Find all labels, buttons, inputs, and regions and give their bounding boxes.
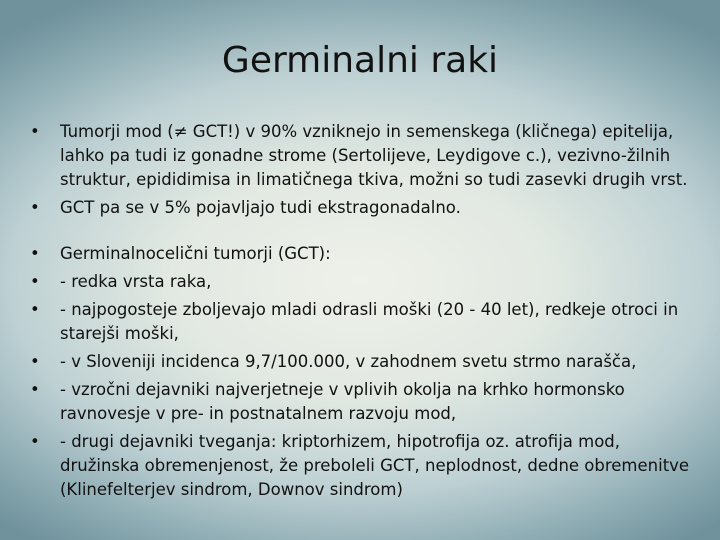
bullet-marker: • [30, 432, 40, 451]
bullet-text: - drugi dejavniki tveganja: kriptorhizem, hipotrofija oz. atrofija mod, družinska obremenjenost, že preboleli GCT, neplodnost, dedne obremenitve (Klinefelterjev sindrom, Downov sindrom) [60, 432, 690, 499]
bullet-text: - redka vrsta raka, [60, 272, 212, 291]
bullet-item [30, 242, 700, 266]
bullet-item [30, 196, 700, 220]
bullet-marker: • [30, 272, 40, 291]
bullet-group-spacer [30, 224, 700, 242]
bullet-text: GCT pa se v 5% pojavljajo tudi ekstragonadalno. [60, 198, 461, 217]
bullet-marker: • [30, 352, 40, 371]
bullet-marker: • [30, 244, 40, 263]
bullet-text: - v Sloveniji incidenca 9,7/100.000, v zahodnem svetu strmo narašča, [60, 352, 637, 371]
bullet-marker: • [30, 198, 40, 217]
bullet-item [30, 120, 700, 192]
slide-title-text: Germinalni raki [221, 40, 499, 81]
bullet-item [30, 298, 700, 346]
bullet-marker: • [30, 380, 40, 399]
bullet-marker: • [30, 122, 40, 141]
bullet-text: - najpogosteje zboljevajo mladi odrasli moški (20 - 40 let), redkeje otroci in starejši moški, [60, 300, 679, 343]
slide-title [0, 37, 720, 85]
bullet-item [30, 350, 700, 374]
bullet-marker: • [30, 300, 40, 319]
bullet-item [30, 430, 700, 502]
bullet-item [30, 378, 700, 426]
bullet-text: - vzročni dejavniki najverjetneje v vplivih okolja na krhko hormonsko ravnovesje v pre- in postnatalnem razvoju mod, [60, 380, 625, 423]
bullet-text: Tumorji mod (≠ GCT!) v 90% vzniknejo in semenskega (kličnega) epitelija, lahko pa tudi iz gonadne strome (Sertolijeve, Leydigove c.), vezivno-žilnih struktur, epididimisa in limatičnega tkiva, možni so tudi zasevki drugih vrst. [60, 122, 688, 189]
bullet-item [30, 270, 700, 294]
bullet-list [30, 120, 700, 506]
bullet-text: Germinalnocelični tumorji (GCT): [60, 244, 331, 263]
